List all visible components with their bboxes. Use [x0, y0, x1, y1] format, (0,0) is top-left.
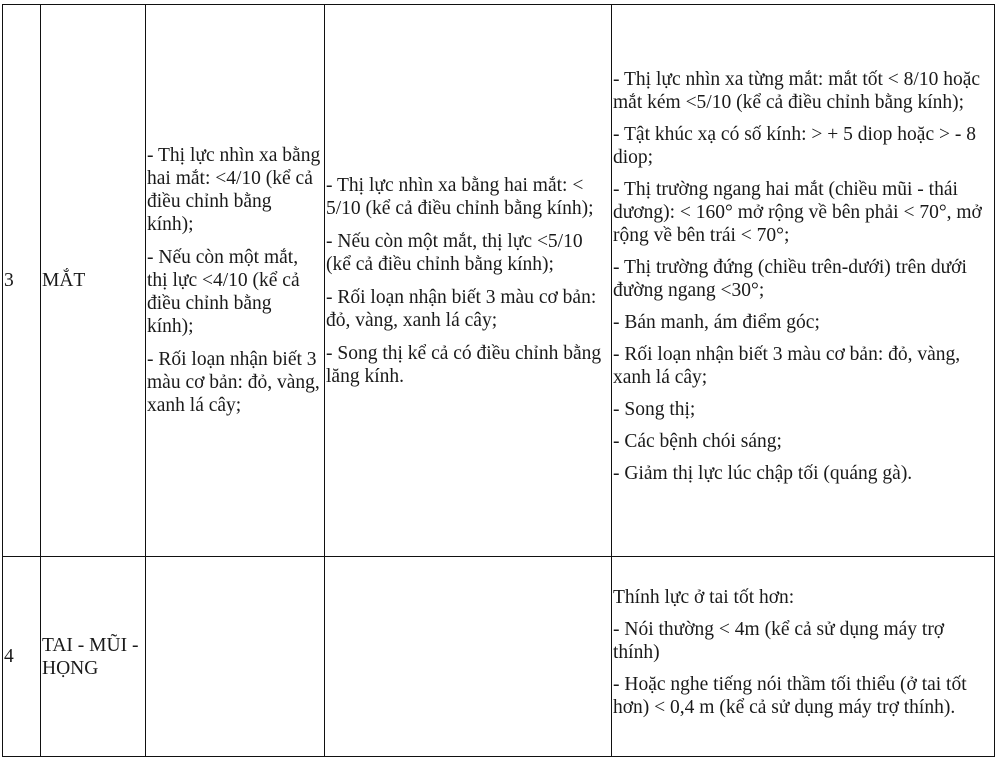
criteria-item: - Bán manh, ám điểm góc;	[613, 311, 820, 333]
criteria-item: - Nói thường < 4m (kể cả sử dụng máy trợ thính)	[613, 618, 945, 663]
row-number: 4	[3, 557, 41, 757]
criteria-item: - Nếu còn một mắt, thị lực <5/10 (kể cả điều chỉnh bằng kính);	[326, 230, 583, 275]
criteria-item: - Thị trường đứng (chiều trên-dưới) trên dưới đường ngang <30°;	[613, 256, 967, 301]
criteria-cell-col3	[146, 557, 325, 757]
criteria-cell-col5	[612, 557, 995, 757]
criteria-item: - Thị trường ngang hai mắt (chiều mũi - thái dương): < 160° mở rộng về bên phải < 70°, mở rộng về bên trái < 70°;	[613, 178, 982, 246]
criteria-table	[2, 4, 995, 757]
criteria-item: - Rối loạn nhận biết 3 màu cơ bản: đỏ, vàng, xanh lá cây;	[613, 343, 961, 388]
criteria-cell-col3	[146, 5, 325, 557]
row-number: 3	[3, 5, 41, 557]
criteria-item: - Rối loạn nhận biết 3 màu cơ bản: đỏ, vàng, xanh lá cây;	[147, 349, 320, 416]
criteria-item: - Thị lực nhìn xa bằng hai mắt: <4/10 (kể cả điều chỉnh bằng kính);	[147, 145, 321, 235]
row-category: MẮT	[41, 5, 146, 557]
criteria-item: - Thị lực nhìn xa bằng hai mắt: < 5/10 (kể cả điều chỉnh bằng kính);	[326, 174, 594, 219]
criteria-item: - Song thị kể cả có điều chỉnh bằng lăng kính.	[326, 342, 602, 387]
criteria-item: - Rối loạn nhận biết 3 màu cơ bản: đỏ, vàng, xanh lá cây;	[326, 286, 597, 331]
criteria-item: - Song thị;	[613, 398, 696, 420]
criteria-item: - Các bệnh chói sáng;	[613, 430, 782, 452]
criteria-cell-col4	[325, 557, 612, 757]
criteria-item: - Thị lực nhìn xa từng mắt: mắt tốt < 8/10 hoặc mắt kém <5/10 (kể cả điều chỉnh bằng kính);	[613, 68, 981, 113]
table-row-eyes	[3, 5, 995, 557]
criteria-item: - Hoặc nghe tiếng nói thầm tối thiểu (ở tai tốt hơn) < 0,4 m (kể cả sử dụng máy trợ thính).	[613, 673, 967, 718]
criteria-cell-col5	[612, 5, 995, 557]
criteria-item: Thính lực ở tai tốt hơn:	[613, 586, 795, 608]
criteria-cell-col4	[325, 5, 612, 557]
criteria-item: - Giảm thị lực lúc chập tối (quáng gà).	[613, 462, 913, 484]
criteria-item: - Nếu còn một mắt, thị lực <4/10 (kể cả điều chỉnh bằng kính);	[147, 247, 300, 337]
table-row-ent	[3, 557, 995, 757]
row-category: TAI - MŨI - HỌNG	[41, 557, 146, 757]
criteria-item: - Tật khúc xạ có số kính: > + 5 diop hoặc > - 8 diop;	[613, 123, 976, 168]
